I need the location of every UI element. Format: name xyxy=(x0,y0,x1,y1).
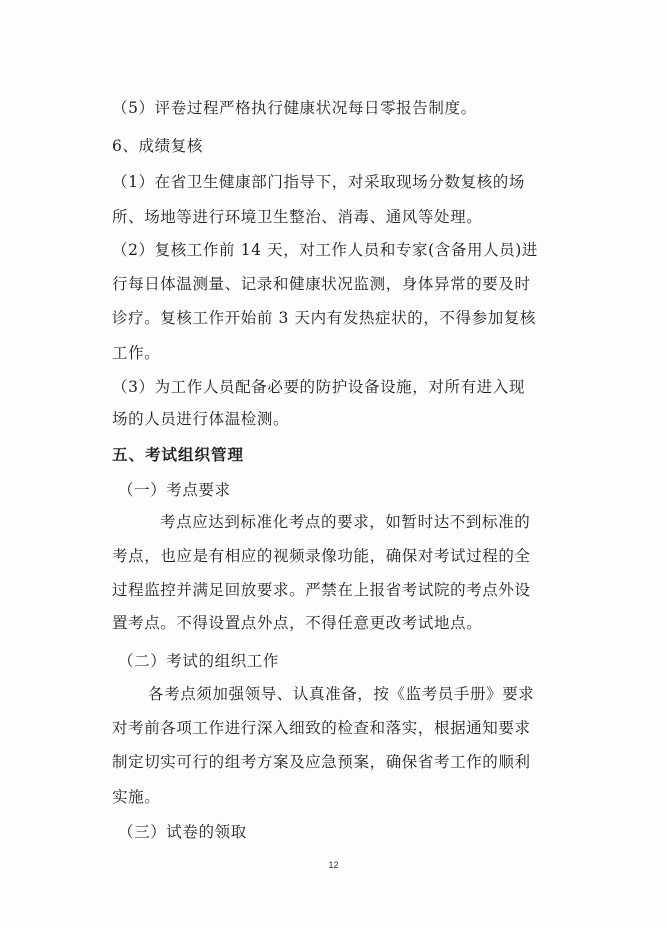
section-5-heading: 五、考试组织管理 xyxy=(112,446,245,464)
page-number: 12 xyxy=(328,860,339,870)
subsection-2-title: （二）考试的组织工作 xyxy=(118,652,280,670)
subsection-1-title: （一）考点要求 xyxy=(118,481,231,499)
section-6-title: 6、成绩复核 xyxy=(112,137,203,155)
subsection-2-body-line-3: 制定切实可行的组考方案及应急预案，确保省考工作的顺利 xyxy=(112,753,531,771)
subsection-2-body-line-4: 实施。 xyxy=(112,788,161,806)
subsection-2-body-line-2: 对考前各项工作进行深入细致的检查和落实，根据通知要求 xyxy=(112,719,531,737)
paragraph-item-2-line-1: （2）复核工作前 14 天，对工作人员和专家(含备用人员)进 xyxy=(112,241,539,259)
subsection-3-title: （三）试卷的领取 xyxy=(118,823,247,841)
paragraph-item-2-line-2: 行每日体温测量、记录和健康状况监测，身体异常的要及时 xyxy=(112,275,531,293)
subsection-1-body-line-3: 过程监控并满足回放要求。严禁在上报省考试院的考点外设 xyxy=(112,581,531,599)
subsection-2-body-line-1: 各考点须加强领导、认真准备，按《监考员手册》要求 xyxy=(148,685,535,703)
subsection-1-body-line-1: 考点应达到标准化考点的要求，如暂时达不到标准的 xyxy=(160,513,531,531)
paragraph-item-2-line-3: 诊疗。复核工作开始前 3 天内有发热症状的，不得参加复核 xyxy=(112,309,537,327)
subsection-1-body-line-4: 置考点。不得设置点外点，不得任意更改考试地点。 xyxy=(112,614,483,632)
paragraph-item-3-line-1: （3）为工作人员配备必要的防护设备设施，对所有进入现 xyxy=(112,378,525,396)
paragraph-item-3-line-2: 场的人员进行体温检测。 xyxy=(112,410,290,428)
paragraph-item-5-line-1: （5）评卷过程严格执行健康状况每日零报告制度。 xyxy=(112,99,477,117)
subsection-1-body-line-2: 考点，也应是有相应的视频录像功能，确保对考试过程的全 xyxy=(112,547,531,565)
paragraph-item-1-line-1: （1）在省卫生健康部门指导下，对采取现场分数复核的场 xyxy=(112,173,525,191)
paragraph-item-2-line-4: 工作。 xyxy=(112,344,161,362)
paragraph-item-1-line-2: 所、场地等进行环境卫生整治、消毒、通风等处理。 xyxy=(112,208,483,226)
